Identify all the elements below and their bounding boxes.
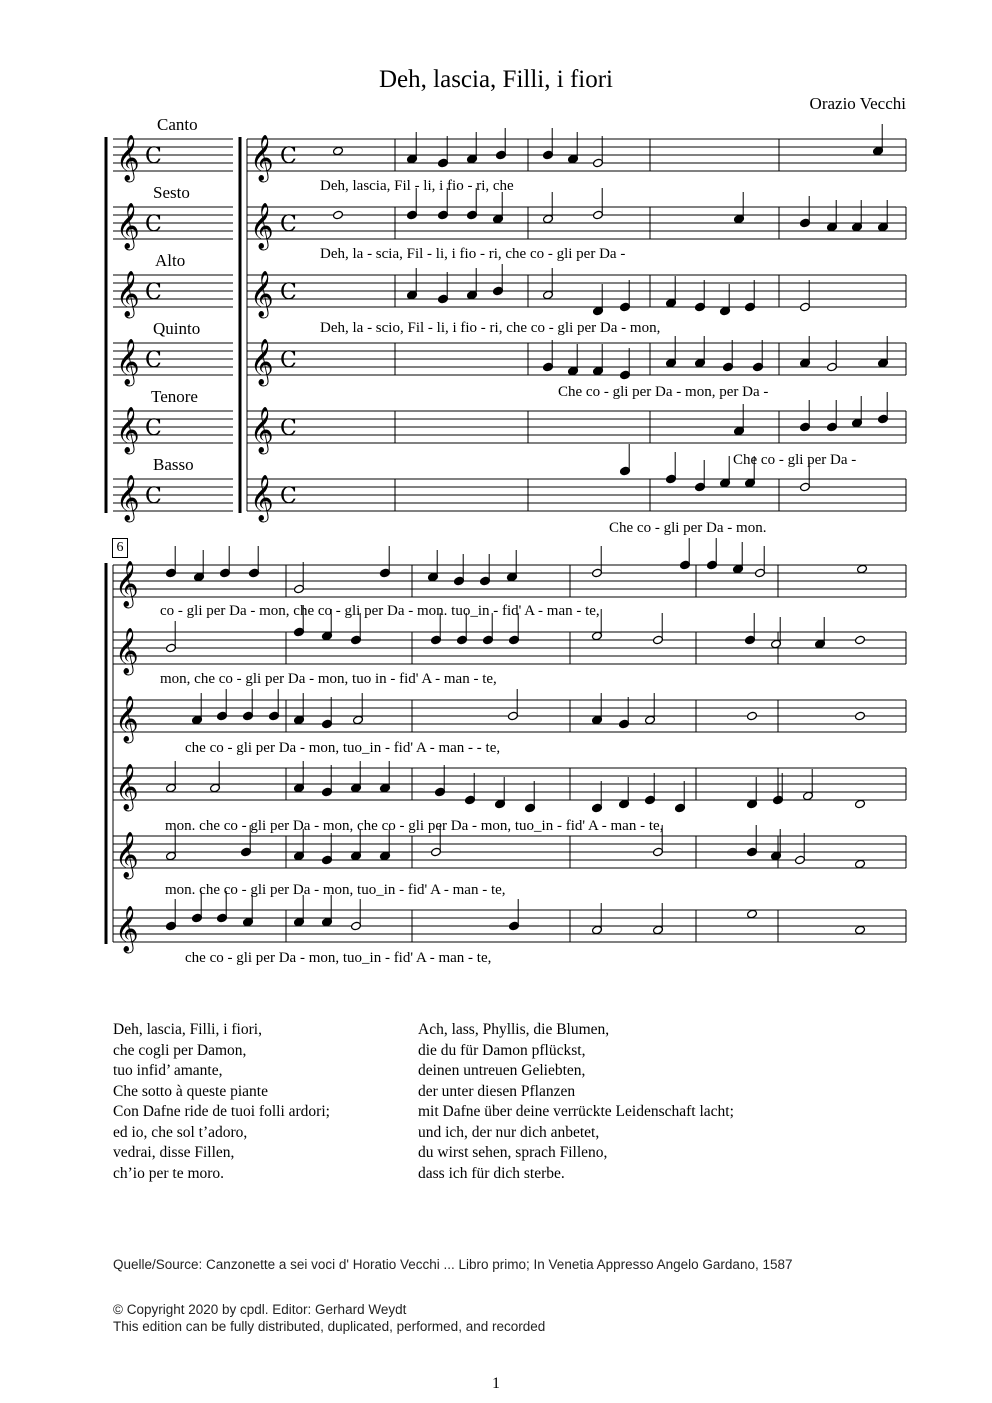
time-signature: C bbox=[145, 212, 162, 237]
poem-line: che cogli per Damon, bbox=[113, 1041, 247, 1059]
lyrics-tenore-system2: mon. che co - gli per Da - mon, tuo_in - fid' A - man - te, bbox=[165, 882, 506, 898]
poem-line: ch’io per te moro. bbox=[113, 1164, 225, 1182]
poem-line: Con Dafne ride de tuoi folli ardori; bbox=[113, 1103, 330, 1120]
treble-clef: 𝄞 bbox=[250, 475, 274, 521]
incipit-clef: 𝄞 bbox=[116, 475, 140, 521]
lyrics-canto-system1: Deh, lascia, Fil - li, i fio - ri, che bbox=[320, 178, 514, 194]
note-head bbox=[855, 635, 866, 645]
measure-number: 6 bbox=[112, 538, 128, 558]
note-head bbox=[857, 564, 868, 574]
voice-label-sesto: Sesto bbox=[153, 183, 190, 202]
treble-clef: 𝄞 bbox=[250, 135, 274, 181]
time-signature: C bbox=[280, 484, 297, 509]
poem-line: Deh, lascia, Filli, i fiori, bbox=[113, 1021, 262, 1038]
treble-clef: 𝄞 bbox=[250, 407, 274, 453]
treble-clef: 𝄞 bbox=[115, 561, 139, 607]
poem-italian bbox=[113, 1020, 330, 1184]
lyrics-sesto-system1: Deh, la - scia, Fil - li, i fio - ri, che co - gli per Da - bbox=[320, 246, 626, 262]
incipit-clef: 𝄞 bbox=[116, 407, 140, 453]
poem-line: ed io, che sol t’adoro, bbox=[113, 1123, 248, 1141]
note-head bbox=[747, 711, 758, 721]
note-head bbox=[333, 210, 344, 220]
composer-name: Orazio Vecchi bbox=[809, 94, 906, 113]
time-signature: C bbox=[280, 212, 297, 237]
voice-label-quinto: Quinto bbox=[153, 319, 201, 338]
voice-label-alto: Alto bbox=[155, 251, 186, 270]
lyrics-quinto-system2: mon. che co - gli per Da - mon, che co - gli per Da - mon, tuo_in - fid' A - man - te, bbox=[165, 818, 664, 834]
page-number: 1 bbox=[492, 1375, 500, 1392]
poem-line: vedrai, disse Fillen, bbox=[113, 1144, 235, 1161]
poem-line: Che sotto à queste piante bbox=[113, 1082, 268, 1100]
note-head bbox=[747, 909, 758, 919]
time-signature: C bbox=[280, 144, 297, 169]
time-signature: C bbox=[280, 348, 297, 373]
incipit-clef: 𝄞 bbox=[116, 135, 140, 181]
time-signature: C bbox=[145, 484, 162, 509]
lyrics-basso-system1: Che co - gli per Da - mon. bbox=[609, 520, 767, 536]
time-signature: C bbox=[145, 280, 162, 305]
treble-clef: 𝄞 bbox=[250, 271, 274, 317]
poem-german bbox=[418, 1020, 734, 1184]
lyrics-canto-system2: co - gli per Da - mon, che co - gli per Da - mon. tuo_in - fid' A - man - te, bbox=[160, 603, 600, 619]
poem-line: tuo infid’ amante, bbox=[113, 1062, 223, 1079]
lyrics-sesto-system2: mon, che co - gli per Da - mon, tuo in - fid' A - man - te, bbox=[160, 671, 497, 687]
time-signature: C bbox=[145, 144, 162, 169]
treble-clef: 𝄞 bbox=[250, 203, 274, 249]
lyrics-quinto-system1: Che co - gli per Da - mon, per Da - bbox=[558, 384, 769, 400]
poem-line: Ach, lass, Phyllis, die Blumen, bbox=[418, 1021, 610, 1038]
incipit-clef: 𝄞 bbox=[116, 339, 140, 385]
page-title: Deh, lascia, Filli, i fiori bbox=[379, 66, 613, 93]
time-signature: C bbox=[280, 416, 297, 441]
treble-clef: 𝄞 bbox=[115, 906, 139, 952]
lyrics-tenore-system1: Che co - gli per Da - bbox=[733, 452, 857, 468]
voice-label-basso: Basso bbox=[153, 455, 194, 474]
poem-line: du wirst sehen, sprach Filleno, bbox=[418, 1144, 608, 1161]
incipit-clef: 𝄞 bbox=[116, 271, 140, 317]
treble-clef: 𝄞 bbox=[115, 832, 139, 878]
poem-line: der unter diesen Pflanzen bbox=[418, 1082, 576, 1100]
treble-clef: 𝄞 bbox=[115, 696, 139, 742]
copyright-line: © Copyright 2020 by cpdl. Editor: Gerhard Weydt bbox=[113, 1302, 407, 1317]
note-head bbox=[855, 711, 866, 721]
copyright-block bbox=[113, 1301, 545, 1335]
time-signature: C bbox=[145, 416, 162, 441]
note-head bbox=[333, 146, 344, 156]
treble-clef: 𝄞 bbox=[115, 764, 139, 810]
note-head bbox=[855, 925, 866, 935]
voice-label-canto: Canto bbox=[157, 115, 198, 134]
poem-line: und ich, der nur dich anbetet, bbox=[418, 1123, 600, 1141]
license-line: This edition can be fully distributed, duplicated, performed, and recorded bbox=[113, 1319, 546, 1334]
time-signature: C bbox=[280, 280, 297, 305]
lyrics-basso-system2: che co - gli per Da - mon, tuo_in - fid' A - man - te, bbox=[185, 950, 492, 966]
treble-clef: 𝄞 bbox=[250, 339, 274, 385]
lyrics-alto-system2: che co - gli per Da - mon, tuo_in - fid' A - man - - te, bbox=[185, 740, 501, 756]
incipit-clef: 𝄞 bbox=[116, 203, 140, 249]
treble-clef: 𝄞 bbox=[115, 628, 139, 674]
poem-line: mit Dafne über deine verrückte Leidenschaft lacht; bbox=[418, 1103, 734, 1120]
poem-line: dass ich für dich sterbe. bbox=[418, 1164, 565, 1182]
note-head bbox=[855, 859, 866, 869]
voice-label-tenore: Tenore bbox=[151, 387, 198, 406]
time-signature: C bbox=[145, 348, 162, 373]
note-head bbox=[855, 799, 866, 809]
lyrics-alto-system1: Deh, la - scio, Fil - li, i fio - ri, che co - gli per Da - mon, bbox=[320, 320, 661, 336]
poem-line: die du für Damon pflückst, bbox=[418, 1041, 586, 1059]
source-citation: Quelle/Source: Canzonette a sei voci d' Horatio Vecchi ... Libro primo; In Venetia Appresso Angelo Gardano, 1587 bbox=[113, 1257, 793, 1272]
poem-line: deinen untreuen Geliebten, bbox=[418, 1062, 586, 1079]
